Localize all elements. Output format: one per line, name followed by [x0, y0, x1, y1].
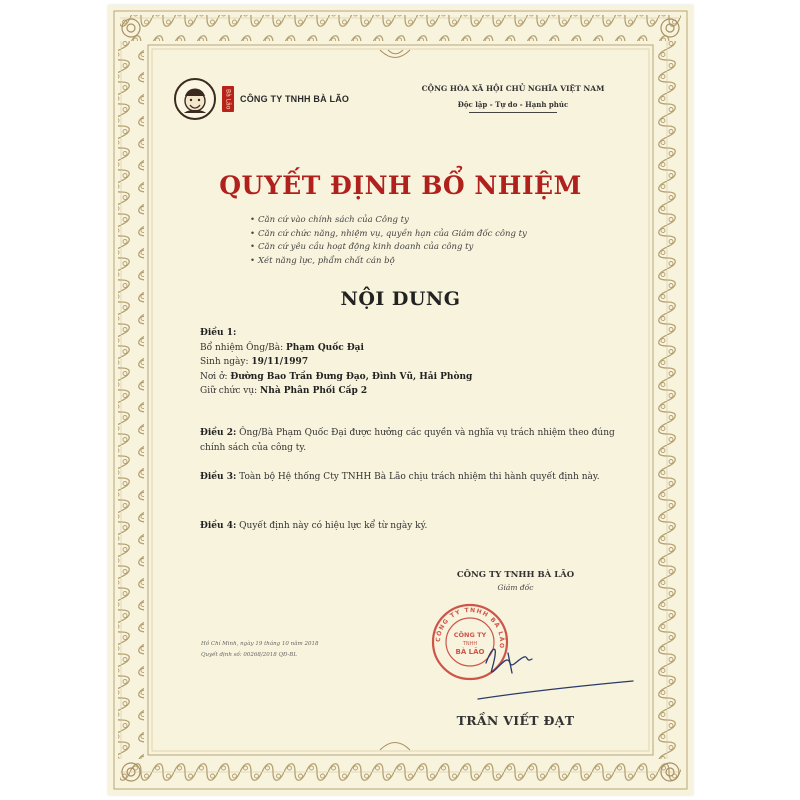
article-1-label: Điều 1:	[200, 328, 237, 338]
article-4-label: Điều 4:	[200, 521, 237, 531]
nation-motto: Độc lập - Tự do - Hạnh phúc	[457, 100, 569, 109]
stamp-line-1: CÔNG TY	[453, 631, 487, 639]
document-title: QUYẾT ĐỊNH BỔ NHIỆM	[219, 171, 582, 200]
company-logo	[174, 78, 349, 120]
article-1	[200, 326, 620, 399]
article-2-label: Điều 2:	[200, 428, 237, 438]
appoint-label: Bổ nhiệm Ông/Bà:	[200, 342, 287, 353]
address-label: Nơi ở:	[200, 371, 231, 382]
decision-number: Quyết định số: 00268/2018 QĐ-BL	[201, 652, 297, 658]
signer-name: TRẦN VIẾT ĐẠT	[456, 713, 575, 728]
legal-basis-item: • Xét năng lực, phẩm chất cán bộ	[250, 255, 630, 269]
national-motto	[398, 84, 628, 113]
position-value: Nhà Phân Phối Cấp 2	[260, 386, 368, 396]
place-date	[201, 639, 401, 661]
appointee-name: Phạm Quốc Đại	[286, 342, 364, 353]
grandma-portrait-icon	[174, 78, 216, 120]
stamp-line-2: TNHH	[462, 641, 478, 647]
legal-basis-item: • Căn cứ yêu cầu hoạt động kinh doanh của công ty	[250, 241, 630, 255]
article-4	[200, 519, 620, 534]
article-3	[200, 470, 620, 485]
red-seal-icon: Bà Lão	[222, 86, 234, 112]
article-2	[200, 426, 620, 455]
signing-company	[408, 570, 623, 592]
legal-basis-item: • Căn cứ chức năng, nhiệm vụ, quyền hạn của Giám đốc công ty	[250, 228, 630, 242]
article-3-label: Điều 3:	[200, 472, 237, 482]
legal-bases-list	[250, 214, 630, 268]
company-logo-text: CÔNG TY TNHH BÀ LÃO	[240, 94, 350, 104]
address-value: Đường Bao Trần Đưng Đạo, Đình Vũ, Hải Phòng	[230, 371, 473, 382]
place-date-line: Hồ Chí Minh, ngày 19 tháng 10 năm 2018	[201, 641, 319, 647]
position-label: Giữ chức vụ:	[200, 386, 261, 396]
stamp-ring-text: CÔNG TY TNHH BÀ LÃO	[434, 606, 506, 650]
legal-basis-item: • Căn cứ vào chính sách của Công ty	[250, 214, 630, 228]
certificate-content	[108, 5, 693, 795]
article-4-text: Quyết định này có hiệu lực kể từ ngày ký.	[236, 521, 428, 531]
nation-name: CỘNG HÒA XÃ HỘI CHỦ NGHĨA VIỆT NAM	[421, 84, 605, 93]
dob-label: Sinh ngày:	[200, 357, 252, 367]
stamp-line-3: BÀ LÃO	[455, 648, 485, 656]
article-3-text: Toàn bộ Hệ thống Cty TNHH Bà Lão chịu trách nhiệm thi hành quyết định này.	[236, 472, 600, 482]
article-2-text: Ông/Bà Phạm Quốc Đại được hưởng các quyền và nghĩa vụ trách nhiệm theo đúng chính sách của công ty.	[200, 428, 615, 453]
dob-value: 19/11/1997	[251, 357, 309, 367]
handwritten-signature	[468, 633, 638, 713]
signing-company-name: CÔNG TY TNHH BÀ LÃO	[456, 570, 575, 580]
signer-role: Giám đốc	[497, 583, 534, 592]
motto-underline	[469, 112, 557, 113]
certificate-page	[108, 5, 693, 795]
section-heading: NỘI DUNG	[340, 288, 461, 310]
